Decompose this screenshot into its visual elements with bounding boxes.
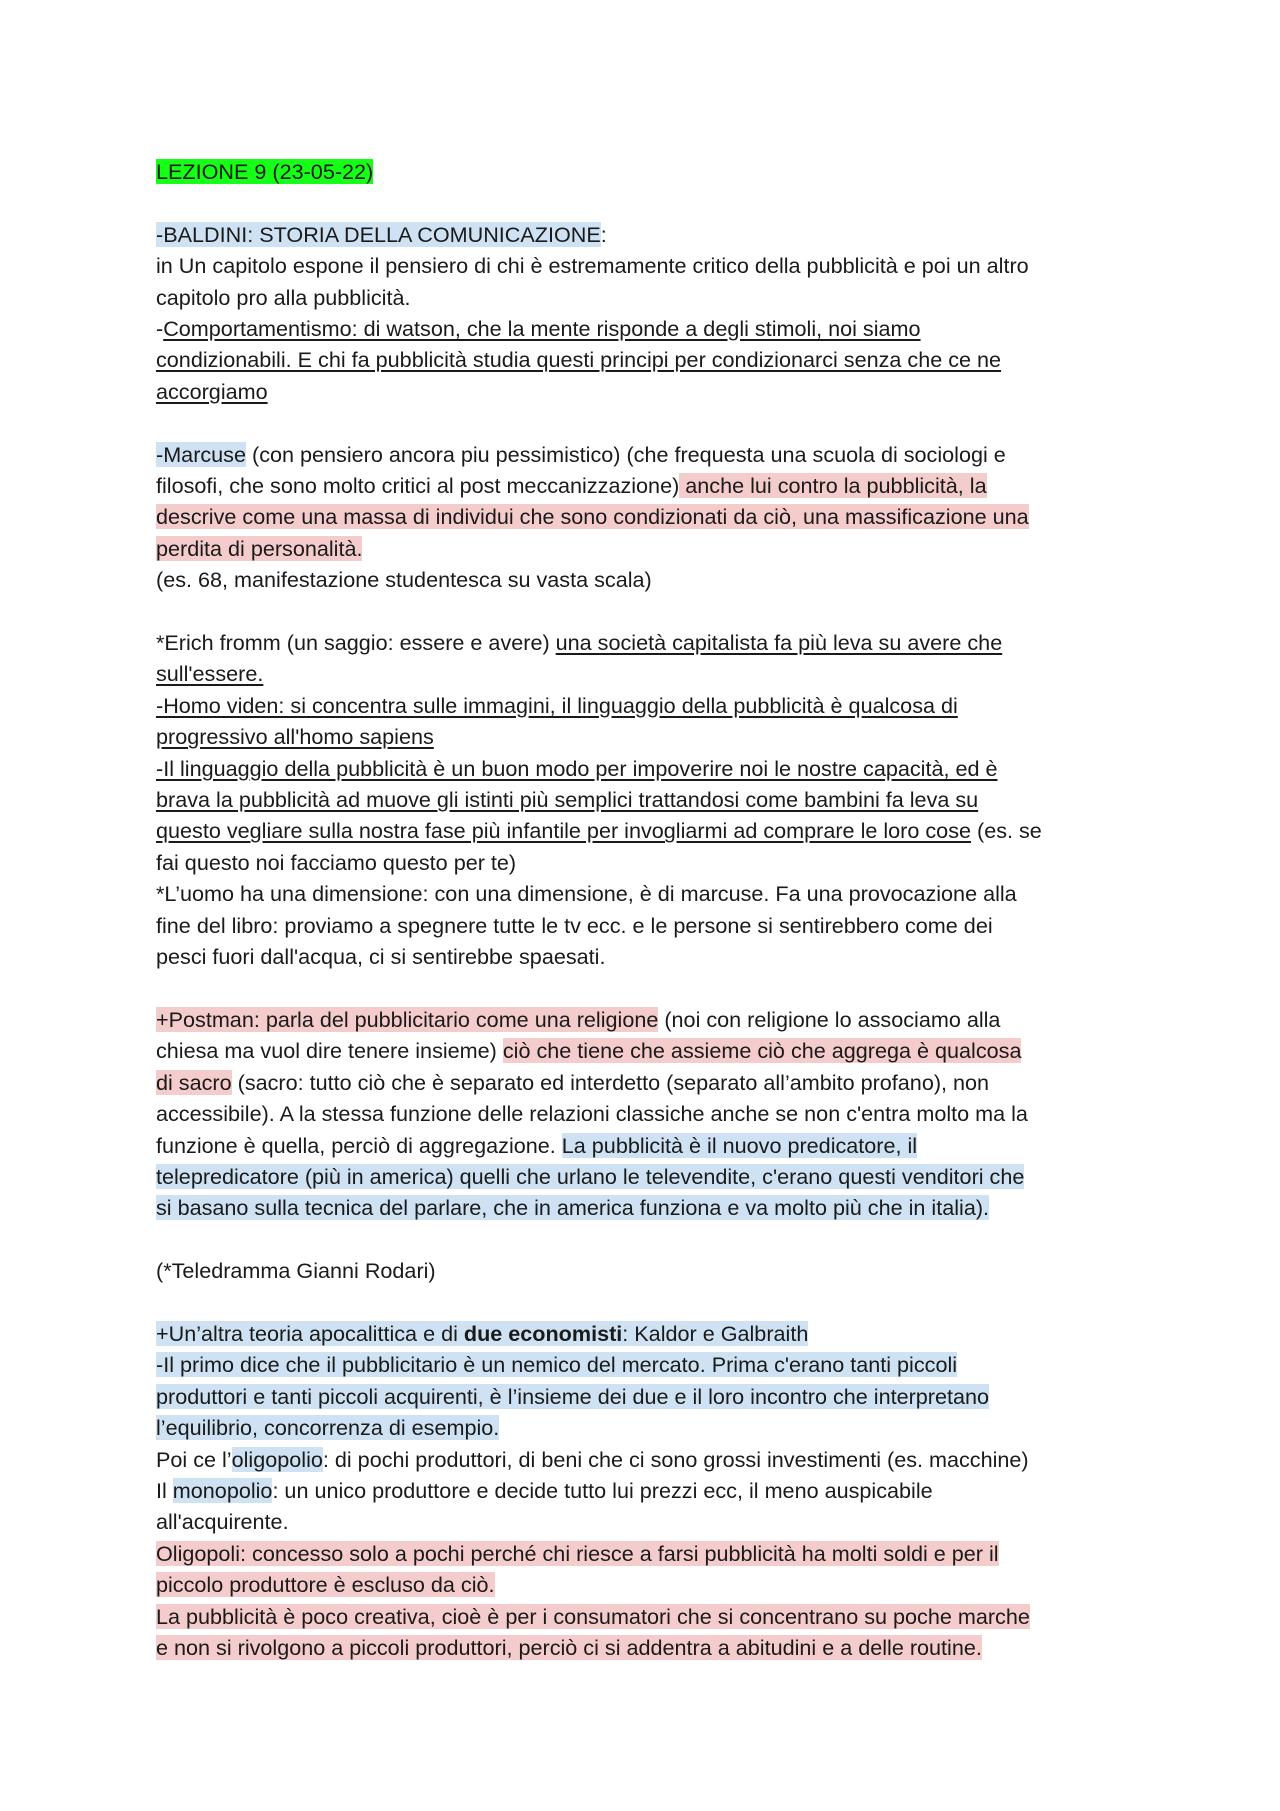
text-line: questo vegliare sulla nostra fase più infantile per invogliarmi ad comprare le loro cose (es. se [156,818,1042,844]
spacer [156,973,1136,1004]
spacer [156,407,1136,438]
text-line: all'acquirente. [156,1509,289,1535]
baldini-heading: -BALDINI: STORIA DELLA COMUNICAZIONE: [156,221,607,247]
text-line: accessibile). A la stessa funzione delle relazioni classiche anche se non c'entra molto ma la [156,1101,1028,1127]
text-line: *L’uomo ha una dimensione: con una dimensione, è di marcuse. Fa una provocazione alla [156,881,1017,907]
text-line: descrive come una massa di individui che sono condizionati da ciò, una massificazione una [156,504,1029,530]
text-line: pesci fuori dall'acqua, ci si sentirebbe spaesati. [156,944,606,970]
text-line: si basano sulla tecnica del parlare, che in america funziona e va molto più che in italia). [156,1195,990,1221]
text-line: Poi ce l’oligopolio: di pochi produttori, di beni che ci sono grossi investimenti (es. macchine) [156,1446,1029,1472]
lesson-title [156,156,1136,187]
text-line: -Homo viden: si concentra sulle immagini, il linguaggio della pubblicità è qualcosa di [156,692,958,718]
text-line: chiesa ma vuol dire tenere insieme) ciò che tiene che assieme ciò che aggrega è qualcosa [156,1038,1022,1064]
text-line: fai questo noi facciamo questo per te) [156,849,517,875]
text-line: -Comportamentismo: di watson, che la mente risponde a degli stimoli, noi siamo [156,316,921,342]
text-line: (es. 68, manifestazione studentesca su vasta scala) [156,567,652,593]
text-line: funzione è quella, perciò di aggregazione. La pubblicità è il nuovo predicatore, il [156,1132,918,1158]
text-line: di sacro (sacro: tutto ciò che è separato ed interdetto (separato all’ambito profano), non [156,1069,990,1095]
text-line: l’equilibrio, concorrenza di esempio. [156,1415,500,1441]
text-line: La pubblicità è poco creativa, cioè è per i consumatori che si concentrano su poche marche [156,1603,1030,1629]
postman-line: +Postman: parla del pubblicitario come una religione (noi con religione lo associamo alla [156,1006,1001,1032]
bold-text: due economisti [463,1320,623,1346]
text-line: condizionabili. E chi fa pubblicità studia questi principi per condizionarci senza che ce ne [156,347,1002,373]
text-line: produttori e tanti piccoli acquirenti, è l’insieme dei due e il loro incontro che interpretano [156,1383,990,1409]
text-line: capitolo pro alla pubblicità. [156,284,411,310]
text-line: piccolo produttore è escluso da ciò. [156,1572,495,1598]
text-line: Il monopolio: un unico produttore e decide tutto lui prezzi ecc, il meno auspicabile [156,1477,933,1503]
document-page [156,156,1136,1663]
text-line: perdita di personalità. [156,535,363,561]
fromm-line: *Erich fromm (un saggio: essere e avere) una società capitalista fa più leva su avere che [156,630,1003,656]
title-highlight: LEZIONE 9 (23-05-22) [156,159,374,184]
text-line: brava la pubblicità ad muove gli istinti più semplici trattandosi come bambini fa leva su [156,787,979,813]
spacer [156,596,1136,627]
spacer [156,187,1136,218]
text-line: -Il primo dice che il pubblicitario è un nemico del mercato. Prima c'erano tanti piccoli [156,1352,958,1378]
text-line: fine del libro: proviamo a spegnere tutte le tv ecc. e le persone si sentirebbero come dei [156,912,993,938]
spacer [156,1224,1136,1255]
text-line: e non si rivolgono a piccoli produttori, perciò ci si addentra a abitudini e a delle routine. [156,1635,982,1660]
text-line: telepredicatore (più in america) quelli che urlano le televendite, c'erano questi venditori che [156,1163,1025,1189]
marcuse-line: -Marcuse (con pensiero ancora piu pessimistico) (che frequesta una scuola di sociologi e [156,441,1006,467]
text-line: Oligopoli: concesso solo a pochi perché chi riesce a farsi pubblicità ha molti soldi e per il [156,1540,999,1566]
text-line: filosofi, che sono molto critici al post meccanizzazione) anche lui contro la pubblicità, la [156,473,987,499]
text-line: -Il linguaggio della pubblicità è un buon modo per impoverire noi le nostre capacità, ed è [156,755,998,781]
text-line: in Un capitolo espone il pensiero di chi è estremamente critico della pubblicità e poi un altro [156,253,1029,279]
teledramma-line: (*Teledramma Gianni Rodari) [156,1258,436,1284]
spacer [156,1287,1136,1318]
text-line: accorgiamo [156,378,268,404]
text-line: sull'essere. [156,661,264,687]
economists-line: +Un’altra teoria apocalittica e di due economisti: Kaldor e Galbraith [156,1320,809,1346]
text-line: progressivo all'homo sapiens [156,724,434,750]
